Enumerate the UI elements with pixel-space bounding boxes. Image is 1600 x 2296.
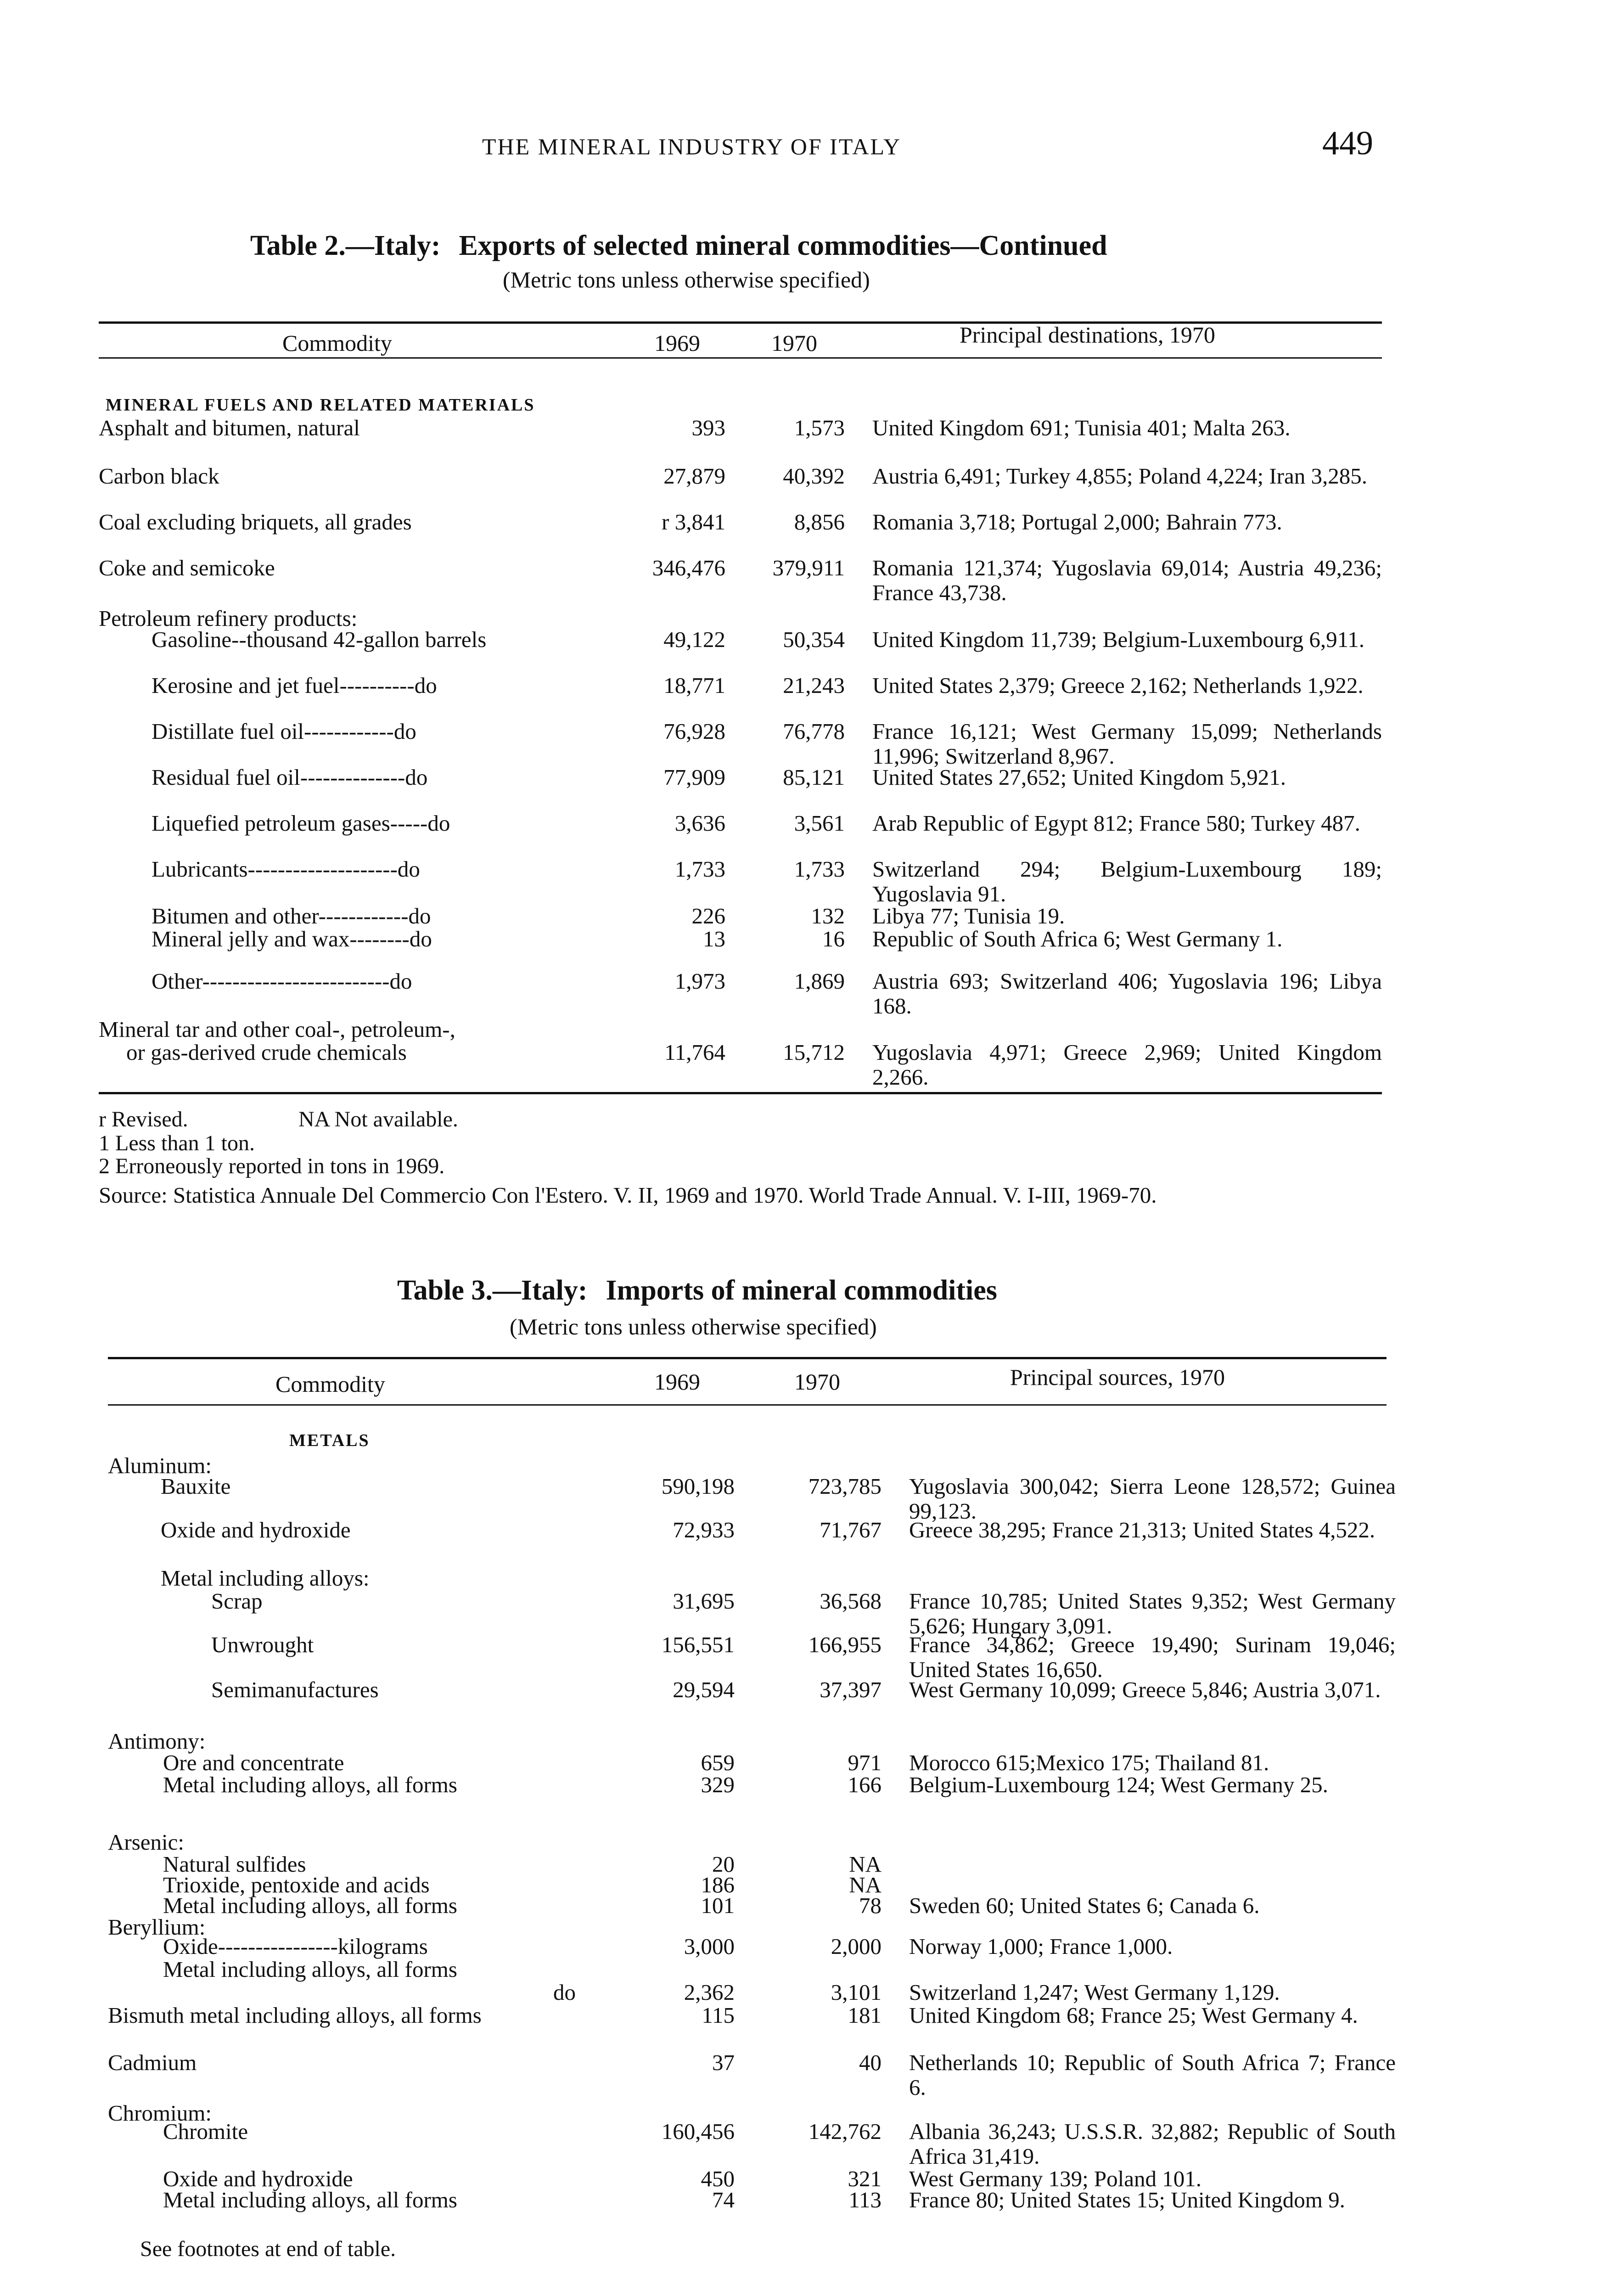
value-1970-cell: 2,000 [831, 1934, 881, 1959]
table2-col-commodity: Commodity [282, 330, 392, 356]
sources-cell: West Germany 10,099; Greece 5,846; Austria 3,071. [909, 1677, 1381, 1702]
destinations-cell: Arab Republic of Egypt 812; France 580; Turkey 487. [872, 810, 1360, 836]
table-row [0, 555, 1600, 605]
running-head: THE MINERAL INDUSTRY OF ITALY [482, 134, 902, 159]
value-1969-cell: 11,764 [664, 1040, 725, 1065]
table-row [0, 1677, 1600, 1723]
table-row [0, 2050, 1600, 2100]
commodity-cell: Mineral tar and other coal-, petroleum-, [99, 1017, 455, 1042]
commodity-cell: Chromium: [108, 2100, 212, 2126]
commodity-cell: Asphalt and bitumen, natural [99, 415, 360, 440]
value-1969-cell: 29,594 [673, 1677, 735, 1702]
commodity-cell: Metal including alloys, all forms [163, 1772, 457, 1797]
sources-cell: United Kingdom 68; France 25; West Germany 4. [909, 2003, 1358, 2028]
destinations-cell: Romania 3,718; Portugal 2,000; Bahrain 773. [872, 509, 1282, 535]
sources-cell: Belgium-Luxembourg 124; West Germany 25. [909, 1772, 1328, 1797]
sources-cell: France 10,785; United States 9,352; West Germany 5,626; Hungary 3,091. [909, 1588, 1396, 1638]
commodity-cell: Aluminum: [108, 1453, 212, 1478]
destinations-cell: United Kingdom 11,739; Belgium-Luxembourg 6,911. [872, 627, 1365, 652]
value-1969-cell: r 3,841 [662, 509, 725, 535]
sources-cell: Greece 38,295; France 21,313; United States 4,522. [909, 1517, 1375, 1542]
table2-title-text: Exports of selected mineral commodities—Continued [459, 230, 1107, 261]
value-1970-cell: NA [849, 1872, 881, 1897]
destinations-cell: United States 27,652; United Kingdom 5,921. [872, 765, 1286, 790]
value-1969-cell: 20 [712, 1851, 735, 1877]
value-1969-cell: 450 [701, 2166, 735, 2191]
value-1970-cell: 16 [822, 926, 845, 951]
value-1970-cell: 166,955 [808, 1632, 881, 1657]
value-1969-cell: 13 [703, 926, 725, 951]
value-1970-cell: 132 [811, 903, 845, 929]
table2-col-1970: 1970 [771, 330, 817, 356]
value-1970-cell: 142,762 [808, 2119, 881, 2144]
commodity-cell: Liquefied petroleum gases-----do [152, 810, 450, 836]
commodity-cell: Bitumen and other------------do [152, 903, 431, 929]
destinations-cell: Romania 121,374; Yugoslavia 69,014; Austria 49,236; France 43,738. [872, 555, 1382, 605]
value-1970-cell: 1,573 [794, 415, 845, 440]
table-row [0, 856, 1600, 906]
commodity-cell: Cadmium [108, 2050, 197, 2075]
page-number: 449 [1322, 124, 1373, 162]
value-1970-cell: 113 [848, 2187, 881, 2212]
value-1969-cell: 72,933 [673, 1517, 735, 1542]
value-1969-cell: 3,636 [674, 810, 725, 836]
table-row [0, 416, 1600, 461]
value-1970-cell: NA [849, 1851, 881, 1877]
commodity-cell: Mineral jelly and wax--------do [152, 926, 432, 951]
value-1969-cell: 3,000 [684, 1934, 735, 1959]
sources-cell: Albania 36,243; U.S.S.R. 32,882; Republic of South Africa 31,419. [909, 2119, 1396, 2169]
commodity-cell: Oxide and hydroxide [161, 1517, 351, 1542]
table2-title [250, 230, 1107, 262]
table2-source: Source: Statistica Annuale Del Commercio Con l'Estero. V. II, 1969 and 1970. World Trade Annual. V. I-III, 1969-70. [99, 1182, 1157, 1208]
value-1970-cell: 37,397 [820, 1677, 881, 1702]
table-row [0, 1040, 1600, 1090]
table3-col-commodity: Commodity [275, 1371, 385, 1397]
value-1970-cell: 1,733 [794, 856, 845, 882]
table3-header-rule [108, 1404, 1387, 1406]
commodity-cell: Coal excluding briquets, all grades [99, 509, 412, 535]
value-1969-cell: 590,198 [661, 1474, 735, 1499]
commodity-cell: Arsenic: [108, 1829, 184, 1855]
value-1969-cell: 160,456 [661, 2119, 735, 2144]
commodity-cell: Petroleum refinery products: [99, 606, 358, 631]
value-1970-cell: 3,101 [831, 1980, 881, 2005]
value-1969-cell: 186 [701, 1872, 735, 1897]
sources-cell: France 34,862; Greece 19,490; Surinam 19,046; United States 16,650. [909, 1632, 1396, 1682]
commodity-cell: Ore and concentrate [163, 1750, 344, 1775]
value-1970-cell: 723,785 [808, 1474, 881, 1499]
table3-col-1970: 1970 [794, 1369, 840, 1395]
table3-title-text: Imports of mineral commodities [606, 1275, 997, 1306]
value-1969-cell: 76,928 [663, 719, 725, 744]
destinations-cell: Yugoslavia 4,971; Greece 2,969; United Kingdom 2,266. [872, 1040, 1382, 1090]
table3-col-sources: Principal sources, 1970 [1010, 1364, 1225, 1390]
value-1970-cell: 78 [859, 1893, 881, 1918]
value-1970-cell: 71,767 [820, 1517, 881, 1542]
commodity-cell: Scrap [211, 1588, 263, 1614]
commodity-cell: Semimanufactures [211, 1677, 379, 1702]
table2-label: Table 2.—Italy: [250, 230, 441, 261]
commodity-cell: Metal including alloys: [161, 1565, 370, 1591]
sources-cell: Netherlands 10; Republic of South Africa 7; France 6. [909, 2050, 1396, 2100]
value-1970-cell: 15,712 [783, 1040, 845, 1065]
table-row [0, 719, 1600, 769]
table2-header-rule [99, 357, 1382, 359]
table-row [0, 510, 1600, 556]
destinations-cell: United States 2,379; Greece 2,162; Netherlands 1,922. [872, 673, 1364, 698]
value-1969-cell: 18,771 [663, 673, 725, 698]
value-1970-cell: 1,869 [794, 968, 845, 994]
value-1970-cell: 321 [848, 2166, 881, 2191]
table-row [0, 673, 1600, 719]
value-1970-cell: 166 [848, 1772, 881, 1797]
value-1970-cell: 379,911 [772, 555, 845, 580]
value-1969-cell: 115 [702, 2003, 735, 2028]
commodity-cell: Metal including alloys, all forms [163, 1893, 457, 1918]
table3-title [397, 1274, 997, 1307]
value-1970-cell: 50,354 [783, 627, 845, 652]
footnote-erroneous: 2 Erroneously reported in tons in 1969. [99, 1154, 445, 1178]
commodity-cell: Kerosine and jet fuel----------do [152, 673, 437, 698]
destinations-cell: Switzerland 294; Belgium-Luxembourg 189; Yugoslavia 91. [872, 856, 1382, 906]
table-row [0, 464, 1600, 510]
table-row [0, 811, 1600, 857]
commodity-cell: Metal including alloys, all forms [163, 2187, 457, 2212]
commodity-cell: Metal including alloys, all forms [163, 1957, 457, 1982]
table-row [0, 968, 1600, 1019]
value-1970-cell: 181 [848, 2003, 881, 2028]
value-1969-cell: 37 [712, 2050, 735, 2075]
table-row [0, 765, 1600, 811]
table2-bottom-rule [99, 1092, 1382, 1094]
value-1970-cell: 76,778 [783, 719, 845, 744]
commodity-cell: Antimony: [108, 1728, 206, 1754]
table-row [0, 2119, 1600, 2169]
commodity-cell: Carbon black [99, 463, 219, 489]
value-1970-cell: 36,568 [820, 1588, 881, 1614]
value-1970-cell: 40 [859, 2050, 881, 2075]
table-row [0, 1588, 1600, 1638]
commodity-cell: Oxide----------------kilograms [163, 1934, 428, 1959]
commodity-cell: do [553, 1980, 576, 2005]
table-row [0, 1474, 1600, 1524]
table-row [0, 2003, 1600, 2049]
destinations-cell: Republic of South Africa 6; West Germany 1. [872, 926, 1283, 951]
commodity-cell: Oxide and hydroxide [163, 2166, 353, 2191]
value-1969-cell: 74 [712, 2187, 735, 2212]
sources-cell: Yugoslavia 300,042; Sierra Leone 128,572; Guinea 99,123. [909, 1474, 1396, 1524]
value-1969-cell: 77,909 [663, 765, 725, 790]
commodity-cell: Other-------------------------do [152, 968, 412, 994]
commodity-cell: Lubricants--------------------do [152, 856, 420, 882]
sources-cell: Norway 1,000; France 1,000. [909, 1934, 1173, 1959]
value-1970-cell: 3,561 [794, 810, 845, 836]
value-1970-cell: 21,243 [783, 673, 845, 698]
commodity-cell: Natural sulfides [163, 1851, 306, 1877]
value-1969-cell: 156,551 [661, 1632, 735, 1657]
commodity-cell: Gasoline--thousand 42-gallon barrels [152, 627, 487, 652]
table-row [0, 1518, 1600, 1564]
see-footnotes-note: See footnotes at end of table. [140, 2237, 396, 2261]
destinations-cell: France 16,121; West Germany 15,099; Netherlands 11,996; Switzerland 8,967. [872, 719, 1382, 769]
commodity-cell: Chromite [163, 2119, 248, 2144]
destinations-cell: United Kingdom 691; Tunisia 401; Malta 263. [872, 415, 1291, 440]
commodity-cell: Bauxite [161, 1474, 231, 1499]
value-1969-cell: 659 [701, 1750, 735, 1775]
value-1969-cell: 27,879 [663, 463, 725, 489]
commodity-cell: Bismuth metal including alloys, all forms [108, 2003, 482, 2028]
table-row [0, 927, 1600, 973]
commodity-cell: Unwrought [211, 1632, 314, 1657]
table2-col-destinations: Principal destinations, 1970 [960, 322, 1215, 348]
table2-subtitle: (Metric tons unless otherwise specified) [503, 267, 870, 293]
table3-top-rule [108, 1357, 1387, 1359]
table2-section-heading: MINERAL FUELS AND RELATED MATERIALS [106, 395, 535, 415]
commodity-cell: Trioxide, pentoxide and acids [163, 1872, 430, 1897]
footnote-revised: r Revised. [99, 1107, 188, 1131]
value-1969-cell: 1,973 [674, 968, 725, 994]
commodity-cell: Residual fuel oil--------------do [152, 765, 428, 790]
value-1970-cell: 971 [848, 1750, 881, 1775]
footnote-less-than: 1 Less than 1 ton. [99, 1131, 255, 1155]
destinations-cell: Austria 6,491; Turkey 4,855; Poland 4,224; Iran 3,285. [872, 463, 1367, 489]
value-1970-cell: 8,856 [794, 509, 845, 535]
commodity-cell: Distillate fuel oil------------do [152, 719, 416, 744]
value-1969-cell: 393 [691, 415, 725, 440]
value-1969-cell: 329 [701, 1772, 735, 1797]
sources-cell: Sweden 60; United States 6; Canada 6. [909, 1893, 1260, 1918]
commodity-cell: Coke and semicoke [99, 555, 275, 580]
table3-section-heading: METALS [289, 1431, 370, 1450]
table-row [0, 1632, 1600, 1682]
value-1969-cell: 49,122 [663, 627, 725, 652]
table-row [0, 1773, 1600, 1818]
table-row [0, 2188, 1600, 2234]
table3-col-1969: 1969 [654, 1369, 700, 1395]
value-1969-cell: 101 [701, 1893, 735, 1918]
value-1969-cell: 1,733 [674, 856, 725, 882]
destinations-cell: Austria 693; Switzerland 406; Yugoslavia 196; Libya 168. [872, 968, 1382, 1019]
table3-label: Table 3.—Italy: [397, 1275, 588, 1306]
sources-cell: West Germany 139; Poland 101. [909, 2166, 1202, 2191]
destinations-cell: Libya 77; Tunisia 19. [872, 903, 1065, 929]
table3-subtitle: (Metric tons unless otherwise specified) [510, 1314, 877, 1339]
value-1969-cell: 2,362 [684, 1980, 735, 2005]
commodity-cell: or gas-derived crude chemicals [126, 1040, 407, 1065]
value-1969-cell: 226 [691, 903, 725, 929]
sources-cell: Switzerland 1,247; West Germany 1,129. [909, 1980, 1280, 2005]
value-1970-cell: 85,121 [783, 765, 845, 790]
footnote-na: NA Not available. [298, 1107, 458, 1131]
table-row [0, 627, 1600, 673]
value-1970-cell: 40,392 [783, 463, 845, 489]
sources-cell: France 80; United States 15; United Kingdom 9. [909, 2187, 1345, 2212]
sources-cell: Morocco 615;Mexico 175; Thailand 81. [909, 1750, 1269, 1775]
value-1969-cell: 346,476 [652, 555, 725, 580]
table2-col-1969: 1969 [654, 330, 700, 356]
value-1969-cell: 31,695 [673, 1588, 735, 1614]
commodity-cell: Beryllium: [108, 1914, 206, 1940]
